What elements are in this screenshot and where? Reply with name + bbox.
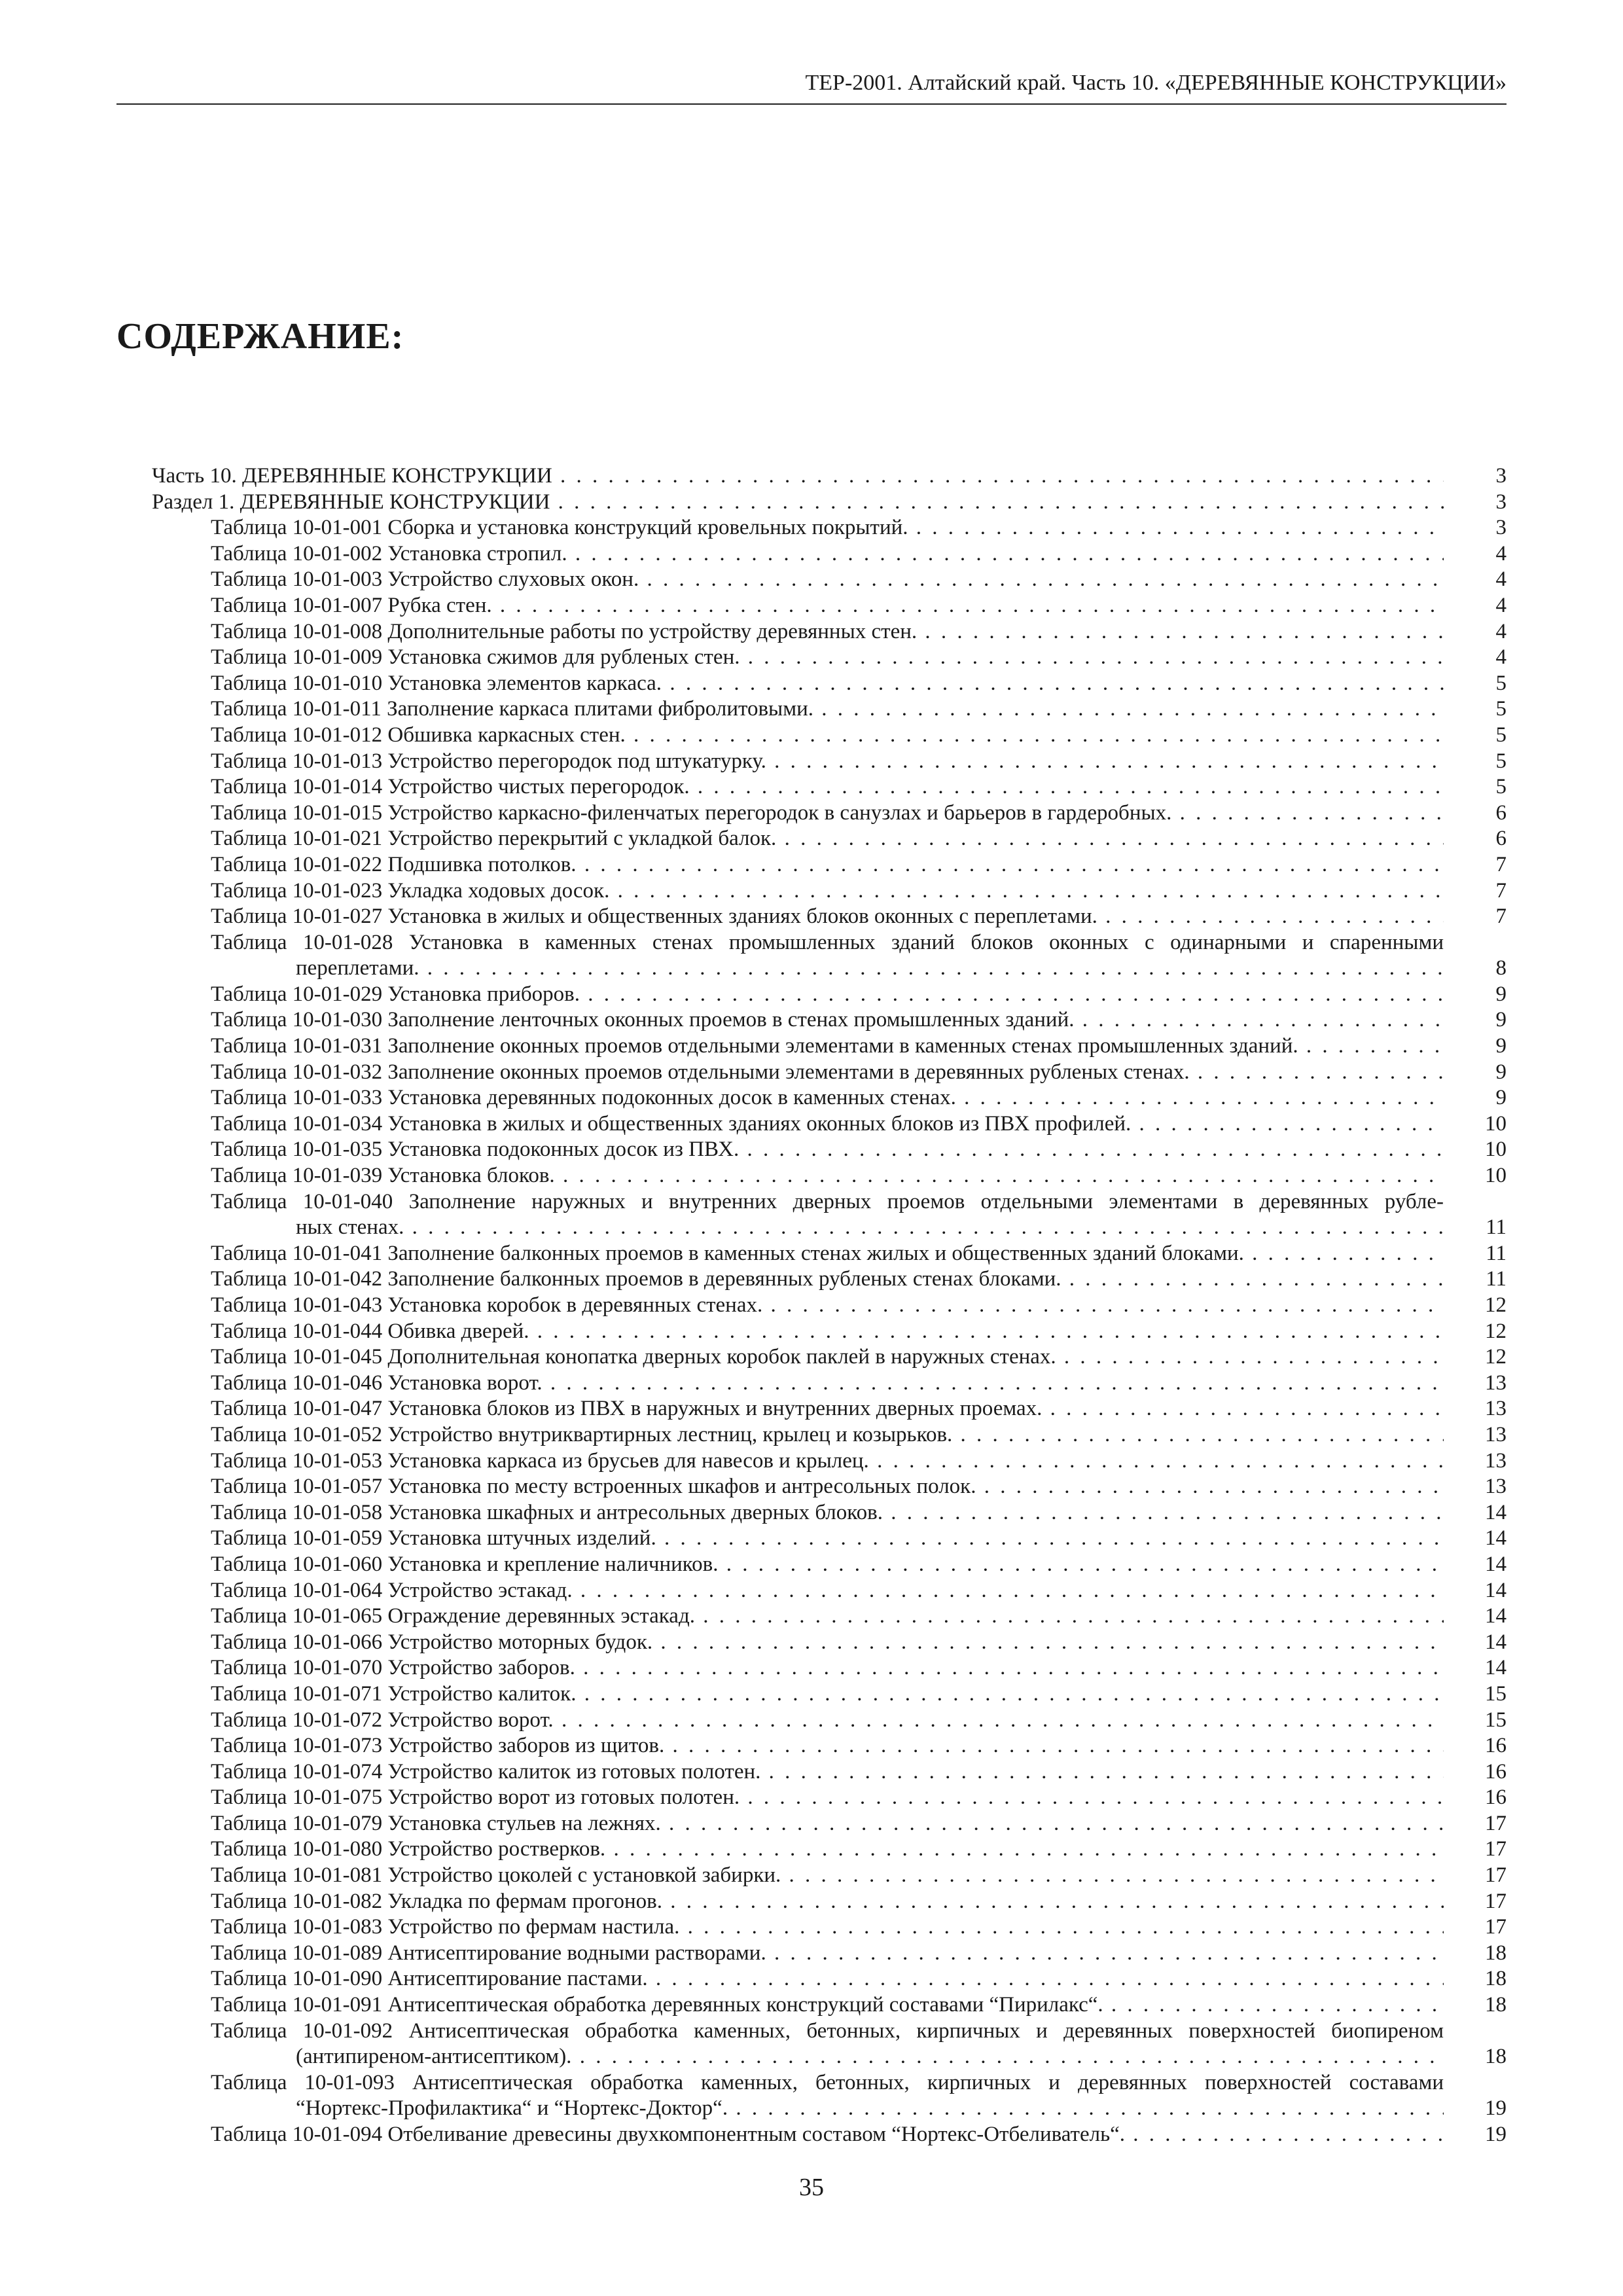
toc-entry-title: Таблица 10-01-070 Устройство заборов. bbox=[211, 1656, 575, 1680]
toc-entry-page: 16 bbox=[1448, 1733, 1507, 1759]
toc-entry[interactable] bbox=[152, 1837, 1507, 1863]
toc-entry-leader bbox=[152, 490, 1444, 516]
toc-entry-title: Раздел 1. ДЕРЕВЯННЫЕ КОНСТРУКЦИИ bbox=[152, 490, 550, 514]
toc-entry[interactable] bbox=[152, 1241, 1507, 1267]
toc-entry-leader bbox=[211, 671, 1444, 697]
toc-entry[interactable] bbox=[152, 1604, 1507, 1630]
toc-entry[interactable] bbox=[152, 1396, 1507, 1422]
toc-entry-title: Таблица 10-01-023 Укладка ходовых досок. bbox=[211, 878, 610, 903]
toc-entry-leader bbox=[211, 1007, 1444, 1033]
toc-entry-title: Таблица 10-01-091 Антисептическая обработка деревянных конструкций составами “Пирилакс“. bbox=[211, 1993, 1103, 2017]
toc-entry-title-line1: Таблица 10-01-040 Заполнение наружных и внутренних дверных проемов отдельными элементами в деревянных рубле- bbox=[211, 1189, 1444, 1213]
toc-entry-title: Таблица 10-01-012 Обшивка каркасных стен. bbox=[211, 723, 626, 747]
toc-entry-leader bbox=[211, 2122, 1444, 2148]
toc-entry-title: Таблица 10-01-083 Устройство по фермам настила. bbox=[211, 1915, 680, 1939]
toc-entry-page: 13 bbox=[1448, 1371, 1507, 1397]
toc-entry-leader bbox=[211, 1422, 1444, 1448]
page-number: 35 bbox=[799, 2174, 824, 2201]
running-header bbox=[116, 63, 1507, 105]
toc-entry-page: 3 bbox=[1448, 515, 1507, 541]
toc-entry-leader bbox=[211, 1655, 1444, 1681]
toc-entry-page: 18 bbox=[1448, 2044, 1507, 2070]
toc-entry[interactable] bbox=[152, 1526, 1507, 1552]
toc-entry-page: 15 bbox=[1448, 1681, 1507, 1708]
toc-entry-page: 9 bbox=[1448, 1060, 1507, 1086]
toc-entry[interactable] bbox=[152, 749, 1507, 775]
toc-entry[interactable] bbox=[152, 723, 1507, 749]
toc-entry[interactable] bbox=[152, 774, 1507, 800]
toc-entry-title: Таблица 10-01-027 Установка в жилых и общественных зданиях блоков оконных с переплетами. bbox=[211, 905, 1097, 929]
toc-entry-page: 14 bbox=[1448, 1526, 1507, 1552]
toc-entry-page: 17 bbox=[1448, 1837, 1507, 1863]
toc-entry[interactable] bbox=[152, 645, 1507, 671]
toc-entry-page: 5 bbox=[1448, 696, 1507, 723]
toc-entry[interactable] bbox=[152, 1344, 1507, 1371]
toc-entry[interactable] bbox=[152, 1733, 1507, 1759]
toc-entry-title: Таблица 10-01-058 Установка шкафных и антресольных дверных блоков. bbox=[211, 1500, 883, 1524]
toc-entry-title: Таблица 10-01-001 Сборка и установка конструкций кровельных покрытий. bbox=[211, 516, 908, 540]
toc-entry[interactable] bbox=[152, 1111, 1507, 1138]
toc-entry-page: 10 bbox=[1448, 1137, 1507, 1163]
toc-entry-title: Таблица 10-01-031 Заполнение оконных проемов отдельными элементами в каменных стенах промышленных зданий. bbox=[211, 1034, 1298, 1058]
toc-entry[interactable] bbox=[152, 490, 1507, 516]
toc-entry-leader bbox=[211, 515, 1444, 541]
toc-entry[interactable] bbox=[152, 1655, 1507, 1681]
toc-entry-page: 8 bbox=[1448, 956, 1507, 982]
toc-entry-title: Таблица 10-01-042 Заполнение балконных проемов в деревянных рубленых стенах блоками. bbox=[211, 1267, 1061, 1291]
toc-entry-title: Таблица 10-01-046 Установка ворот. bbox=[211, 1371, 543, 1395]
toc-entry[interactable] bbox=[152, 1033, 1507, 1060]
toc-entry-page: 17 bbox=[1448, 1914, 1507, 1941]
toc-entry-title: Таблица 10-01-022 Подшивка потолков. bbox=[211, 852, 577, 876]
toc-entry[interactable] bbox=[152, 1266, 1507, 1293]
toc-entry-title: Таблица 10-01-021 Устройство перекрытий с укладкой балок. bbox=[211, 827, 777, 851]
toc-entry-leader bbox=[211, 1526, 1444, 1552]
toc-entry-page: 12 bbox=[1448, 1293, 1507, 1319]
toc-entry-title: Таблица 10-01-002 Установка стропил. bbox=[211, 541, 567, 565]
toc-entry-page: 9 bbox=[1448, 1007, 1507, 1033]
toc-entry-leader bbox=[211, 1396, 1444, 1422]
toc-entry-title: Таблица 10-01-073 Устройство заборов из щитов. bbox=[211, 1734, 665, 1758]
toc-entry-page: 12 bbox=[1448, 1319, 1507, 1345]
toc-entry-page: 18 bbox=[1448, 1941, 1507, 1967]
toc-entry-leader bbox=[211, 749, 1444, 775]
toc-entry-page: 3 bbox=[1448, 490, 1507, 516]
toc-entry[interactable] bbox=[152, 1630, 1507, 1656]
toc-entry[interactable] bbox=[152, 671, 1507, 697]
toc-entry-leader bbox=[211, 1811, 1444, 1837]
toc-entry-leader bbox=[211, 1060, 1444, 1086]
toc-entry-title: Таблица 10-01-014 Устройство чистых перегородок. bbox=[211, 775, 690, 799]
toc-entry[interactable] bbox=[152, 1578, 1507, 1604]
toc-entry-page: 6 bbox=[1448, 826, 1507, 852]
toc-entry-page: 16 bbox=[1448, 1759, 1507, 1785]
toc-entry-page: 16 bbox=[1448, 1785, 1507, 1811]
toc-entry-leader bbox=[211, 982, 1444, 1008]
toc-entry-leader bbox=[211, 1837, 1444, 1863]
toc-entry-leader bbox=[211, 774, 1444, 800]
toc-entry-title: Таблица 10-01-074 Устройство калиток из готовых полотен. bbox=[211, 1759, 761, 1784]
toc-entry-title-line1: Таблица 10-01-028 Установка в каменных стенах промышленных зданий блоков оконных с одинарными и спаренными bbox=[211, 930, 1444, 954]
toc-entry-page: 10 bbox=[1448, 1111, 1507, 1138]
toc-entry-title: Таблица 10-01-029 Установка приборов. bbox=[211, 982, 580, 1006]
toc-entry-title: Таблица 10-01-052 Устройство внутриквартирных лестниц, крылец и козырьков. bbox=[211, 1422, 953, 1446]
toc-entry-title: Таблица 10-01-009 Установка сжимов для рубленых стен. bbox=[211, 645, 740, 670]
toc-entry-title: (антипиреном-антисептиком). bbox=[296, 2045, 572, 2069]
toc-entry-leader bbox=[211, 1733, 1444, 1759]
toc-entry[interactable] bbox=[152, 1966, 1507, 1992]
toc-entry[interactable] bbox=[152, 541, 1507, 567]
toc-entry-leader bbox=[211, 645, 1444, 671]
toc-entry-title: Таблица 10-01-060 Установка и крепление наличников. bbox=[211, 1552, 719, 1576]
toc-entry-title: Таблица 10-01-034 Установка в жилых и общественных зданиях оконных блоков из ПВХ профилей. bbox=[211, 1111, 1132, 1136]
toc-entry-page: 13 bbox=[1448, 1448, 1507, 1475]
toc-entry[interactable] bbox=[152, 1448, 1507, 1475]
running-header-title: ТЕР-2001. Алтайский край. Часть 10. «ДЕРЕВЯННЫЕ КОНСТРУКЦИИ» bbox=[805, 71, 1507, 95]
toc-entry-title: Таблица 10-01-033 Установка деревянных подоконных досок в каменных стенах. bbox=[211, 1086, 956, 1110]
toc-entry-leader bbox=[211, 1500, 1444, 1526]
toc-entry-leader bbox=[211, 1785, 1444, 1811]
toc-entry-page: 5 bbox=[1448, 774, 1507, 800]
toc-entry-leader bbox=[211, 956, 1444, 982]
toc-entry-page: 14 bbox=[1448, 1578, 1507, 1604]
toc-entry-title: Таблица 10-01-039 Установка блоков. bbox=[211, 1164, 555, 1188]
toc-entry-leader bbox=[211, 1474, 1444, 1500]
toc-entry[interactable] bbox=[152, 2018, 1507, 2070]
toc-entry-leader bbox=[211, 1266, 1444, 1293]
toc-entry-title: Таблица 10-01-075 Устройство ворот из готовых полотен. bbox=[211, 1785, 740, 1810]
toc-entry[interactable] bbox=[152, 878, 1507, 905]
toc-entry-title: Таблица 10-01-008 Дополнительные работы по устройству деревянных стен. bbox=[211, 619, 918, 643]
toc-entry-page: 17 bbox=[1448, 1889, 1507, 1915]
toc-entry[interactable] bbox=[152, 904, 1507, 930]
toc-entry[interactable] bbox=[152, 619, 1507, 645]
toc-entry[interactable] bbox=[152, 1759, 1507, 1785]
toc-entry-title-line1: Таблица 10-01-092 Антисептическая обработка каменных, бетонных, кирпичных и деревянных поверхностей биопиреном bbox=[211, 2018, 1444, 2043]
toc-entry-page: 9 bbox=[1448, 1033, 1507, 1060]
toc-entry-page: 4 bbox=[1448, 593, 1507, 619]
toc-entry-title: Таблица 10-01-081 Устройство цоколей с установкой забирки. bbox=[211, 1863, 781, 1888]
toc-entry-leader bbox=[211, 2044, 1444, 2070]
toc-entry-leader bbox=[211, 593, 1444, 619]
toc-entry-leader bbox=[211, 1293, 1444, 1319]
toc-entry-leader bbox=[211, 1319, 1444, 1345]
toc-entry-leader bbox=[211, 1344, 1444, 1371]
toc-entry-page: 14 bbox=[1448, 1500, 1507, 1526]
toc-entry[interactable] bbox=[152, 800, 1507, 827]
toc-entry-page: 7 bbox=[1448, 904, 1507, 930]
toc-entry-page: 4 bbox=[1448, 619, 1507, 645]
toc-entry-page: 11 bbox=[1448, 1266, 1507, 1293]
toc-entry-leader bbox=[211, 1137, 1444, 1163]
toc-entry[interactable] bbox=[152, 1811, 1507, 1837]
toc-entry-page: 5 bbox=[1448, 723, 1507, 749]
toc-entry[interactable] bbox=[152, 826, 1507, 852]
toc-entry-page: 18 bbox=[1448, 1992, 1507, 2018]
toc-entry-leader bbox=[211, 904, 1444, 930]
toc-entry[interactable] bbox=[152, 515, 1507, 541]
toc-entry-leader bbox=[211, 619, 1444, 645]
toc-entry[interactable] bbox=[152, 463, 1507, 490]
toc-entry-title: Таблица 10-01-011 Заполнение каркаса плитами фибролитовыми. bbox=[211, 697, 814, 721]
table-of-contents bbox=[152, 463, 1507, 2148]
toc-entry-title: Таблица 10-01-080 Устройство ростверков. bbox=[211, 1837, 606, 1861]
toc-entry-page: 5 bbox=[1448, 671, 1507, 697]
toc-entry[interactable] bbox=[152, 1681, 1507, 1708]
toc-entry-page: 17 bbox=[1448, 1811, 1507, 1837]
toc-entry-page: 9 bbox=[1448, 1085, 1507, 1111]
toc-entry-leader bbox=[211, 1552, 1444, 1578]
toc-entry-title: Таблица 10-01-007 Рубка стен. bbox=[211, 593, 492, 617]
toc-entry-leader bbox=[211, 696, 1444, 723]
toc-entry-page: 14 bbox=[1448, 1655, 1507, 1681]
toc-entry[interactable] bbox=[152, 852, 1507, 878]
toc-entry-leader bbox=[211, 1604, 1444, 1630]
toc-entry-title: Таблица 10-01-066 Устройство моторных будок. bbox=[211, 1630, 653, 1654]
toc-entry-leader bbox=[211, 1371, 1444, 1397]
toc-entry-leader bbox=[211, 1033, 1444, 1060]
toc-entry[interactable] bbox=[152, 1422, 1507, 1448]
toc-entry-page: 7 bbox=[1448, 878, 1507, 905]
toc-entry-page: 3 bbox=[1448, 463, 1507, 490]
toc-entry[interactable] bbox=[152, 1863, 1507, 1889]
toc-entry-leader bbox=[211, 723, 1444, 749]
toc-entry-leader bbox=[211, 1630, 1444, 1656]
toc-entry[interactable] bbox=[152, 1914, 1507, 1941]
toc-entry-title: Таблица 10-01-079 Установка стульев на лежнях. bbox=[211, 1811, 661, 1835]
toc-entry-leader bbox=[211, 541, 1444, 567]
toc-entry-leader bbox=[211, 1681, 1444, 1708]
toc-entry-title: Таблица 10-01-053 Установка каркаса из брусьев для навесов и крылец. bbox=[211, 1448, 869, 1473]
toc-entry[interactable] bbox=[152, 1552, 1507, 1578]
toc-entry-page: 13 bbox=[1448, 1396, 1507, 1422]
toc-entry-title: Таблица 10-01-065 Ограждение деревянных эстакад. bbox=[211, 1604, 695, 1628]
toc-entry-leader bbox=[211, 1914, 1444, 1941]
toc-entry-leader bbox=[211, 826, 1444, 852]
toc-entry-leader bbox=[211, 1889, 1444, 1915]
toc-entry[interactable] bbox=[152, 930, 1507, 982]
toc-entry-title: Таблица 10-01-043 Установка коробок в деревянных стенах. bbox=[211, 1293, 763, 1317]
toc-entry-leader bbox=[211, 567, 1444, 593]
toc-entry[interactable] bbox=[152, 1137, 1507, 1163]
toc-entry[interactable] bbox=[152, 982, 1507, 1008]
toc-entry[interactable] bbox=[152, 1085, 1507, 1111]
toc-entry-title: Таблица 10-01-089 Антисептирование водными растворами. bbox=[211, 1941, 766, 1965]
toc-entry-leader bbox=[211, 1966, 1444, 1992]
toc-entry-leader bbox=[211, 2096, 1444, 2122]
toc-entry-title: Таблица 10-01-082 Укладка по фермам прогонов. bbox=[211, 1889, 662, 1913]
toc-entry-leader bbox=[211, 1708, 1444, 1734]
toc-entry-page: 5 bbox=[1448, 749, 1507, 775]
toc-entry-page: 13 bbox=[1448, 1422, 1507, 1448]
toc-entry-title: Таблица 10-01-045 Дополнительная конопатка дверных коробок паклей в наружных стенах. bbox=[211, 1345, 1056, 1369]
toc-entry-page: 13 bbox=[1448, 1474, 1507, 1500]
toc-entry[interactable] bbox=[152, 1189, 1507, 1241]
toc-entry-title-line1: Таблица 10-01-093 Антисептическая обработка каменных, бетонных, кирпичных и деревянных поверхностей составами bbox=[211, 2070, 1444, 2094]
toc-entry[interactable] bbox=[152, 1992, 1507, 2018]
toc-entry-page: 6 bbox=[1448, 800, 1507, 827]
toc-entry-title: Таблица 10-01-013 Устройство перегородок под штукатурку. bbox=[211, 749, 766, 773]
toc-entry-leader bbox=[211, 1992, 1444, 2018]
toc-entry-leader bbox=[211, 852, 1444, 878]
toc-entry-page: 12 bbox=[1448, 1344, 1507, 1371]
toc-entry-title: Таблица 10-01-003 Устройство слуховых окон. bbox=[211, 567, 639, 592]
toc-entry[interactable] bbox=[152, 593, 1507, 619]
toc-entry-page: 14 bbox=[1448, 1604, 1507, 1630]
toc-entry-page: 7 bbox=[1448, 852, 1507, 878]
toc-entry[interactable] bbox=[152, 1060, 1507, 1086]
toc-entry-page: 17 bbox=[1448, 1863, 1507, 1889]
toc-entry-page: 4 bbox=[1448, 541, 1507, 567]
toc-entry[interactable] bbox=[152, 1163, 1507, 1189]
toc-entry-title: Таблица 10-01-090 Антисептирование пастами. bbox=[211, 1967, 648, 1991]
toc-entry-leader bbox=[211, 1163, 1444, 1189]
toc-entry-leader bbox=[211, 1863, 1444, 1889]
toc-entry-title: Часть 10. ДЕРЕВЯННЫЕ КОНСТРУКЦИИ bbox=[152, 464, 552, 488]
toc-entry-leader bbox=[211, 878, 1444, 905]
toc-entry-page: 9 bbox=[1448, 982, 1507, 1008]
toc-entry-title: Таблица 10-01-044 Обивка дверей. bbox=[211, 1319, 529, 1343]
toc-entry-leader bbox=[211, 1111, 1444, 1138]
toc-entry-leader bbox=[211, 1448, 1444, 1475]
toc-entry-leader bbox=[211, 1578, 1444, 1604]
toc-entry[interactable] bbox=[152, 1500, 1507, 1526]
toc-entry[interactable] bbox=[152, 1941, 1507, 1967]
toc-entry-title: Таблица 10-01-035 Установка подоконных досок из ПВХ. bbox=[211, 1138, 740, 1162]
toc-entry[interactable] bbox=[152, 2070, 1507, 2122]
toc-entry[interactable] bbox=[152, 696, 1507, 723]
toc-entry-title: Таблица 10-01-094 Отбеливание древесины двухкомпонентным составом “Нортекс-Отбеливатель“. bbox=[211, 2123, 1126, 2146]
toc-entry-title: Таблица 10-01-064 Устройство эстакад. bbox=[211, 1578, 573, 1602]
toc-entry-title: Таблица 10-01-059 Установка штучных изделий. bbox=[211, 1526, 656, 1551]
toc-entry-page: 4 bbox=[1448, 567, 1507, 593]
toc-entry-title: Таблица 10-01-030 Заполнение ленточных оконных проемов в стенах промышленных зданий. bbox=[211, 1008, 1075, 1032]
toc-entry-page: 11 bbox=[1448, 1215, 1507, 1241]
toc-entry[interactable] bbox=[152, 1785, 1507, 1811]
toc-entry[interactable] bbox=[152, 1007, 1507, 1033]
toc-entry[interactable] bbox=[152, 1371, 1507, 1397]
toc-entry-page: 10 bbox=[1448, 1163, 1507, 1189]
toc-entry-title: Таблица 10-01-072 Устройство ворот. bbox=[211, 1708, 554, 1732]
toc-entry-page: 14 bbox=[1448, 1630, 1507, 1656]
toc-entry[interactable] bbox=[152, 1474, 1507, 1500]
toc-entry-title: Таблица 10-01-010 Установка элементов каркаса. bbox=[211, 671, 662, 695]
toc-entry-title: Таблица 10-01-032 Заполнение оконных проемов отдельными элементами в деревянных рубленых стенах. bbox=[211, 1060, 1190, 1084]
toc-entry-title: Таблица 10-01-047 Установка блоков из ПВХ в наружных и внутренних дверных проемах. bbox=[211, 1397, 1043, 1421]
toc-entry-title: “Нортекс-Профилактика“ и “Нортекс-Доктор“. bbox=[296, 2096, 728, 2121]
toc-entry-page: 15 bbox=[1448, 1708, 1507, 1734]
toc-entry-page: 4 bbox=[1448, 645, 1507, 671]
toc-entry[interactable] bbox=[152, 567, 1507, 593]
toc-entry-page: 14 bbox=[1448, 1552, 1507, 1578]
toc-entry-page: 19 bbox=[1448, 2096, 1507, 2122]
toc-entry[interactable] bbox=[152, 1708, 1507, 1734]
toc-entry[interactable] bbox=[152, 1319, 1507, 1345]
toc-entry-page: 11 bbox=[1448, 1241, 1507, 1267]
toc-entry-leader bbox=[211, 1941, 1444, 1967]
toc-entry-leader bbox=[211, 1085, 1444, 1111]
toc-entry-title: переплетами. bbox=[296, 956, 419, 980]
toc-entry-title: Таблица 10-01-071 Устройство калиток. bbox=[211, 1681, 577, 1706]
toc-entry-leader bbox=[211, 1759, 1444, 1785]
toc-entry-page: 19 bbox=[1448, 2122, 1507, 2148]
toc-entry-title: Таблица 10-01-015 Устройство каркасно-филенчатых перегородок в санузлах и барьеров в гардеробных. bbox=[211, 800, 1172, 825]
toc-entry-leader bbox=[211, 1215, 1444, 1241]
toc-entry[interactable] bbox=[152, 1889, 1507, 1915]
toc-entry-title: Таблица 10-01-057 Установка по месту встроенных шкафов и антресольных полок. bbox=[211, 1475, 976, 1499]
toc-entry-title: Таблица 10-01-041 Заполнение балконных проемов в каменных стенах жилых и общественных зданий блоками. bbox=[211, 1241, 1244, 1265]
toc-entry-page: 18 bbox=[1448, 1966, 1507, 1992]
toc-entry-leader bbox=[211, 800, 1444, 827]
toc-entry[interactable] bbox=[152, 2122, 1507, 2148]
toc-entry[interactable] bbox=[152, 1293, 1507, 1319]
toc-entry-title: ных стенах. bbox=[296, 1215, 404, 1240]
toc-entry-leader bbox=[211, 1241, 1444, 1267]
toc-entry-leader bbox=[152, 463, 1444, 490]
page-title: СОДЕРЖАНИЕ: bbox=[116, 316, 404, 357]
